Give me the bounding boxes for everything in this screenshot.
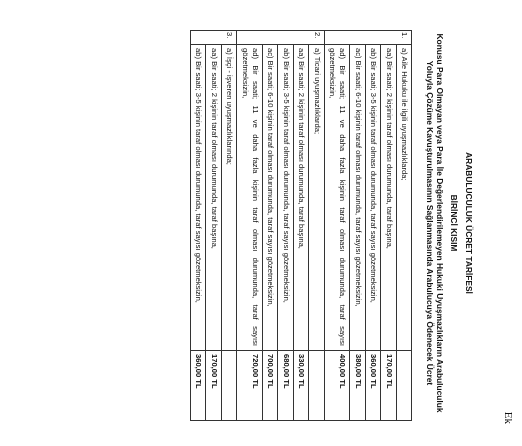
group-number: 2.	[237, 31, 324, 45]
fee-row	[365, 31, 380, 421]
empty-fee-cell	[309, 351, 324, 421]
fee-description: aa) Bir saati; 2 kişinin taraf olması durumunda, taraf başına,	[293, 45, 308, 351]
fee-row	[262, 31, 277, 421]
fee-row	[190, 31, 205, 421]
fee-amount: 700,00 TL	[262, 351, 277, 421]
section-subtitle: Konusu Para Olmayan veya Para İle Değerlendirilemeyen Hukuki Uyuşmazlıkların Arabuluculuk Yoluyla Çözüme Kavuşturulmasının Sağlanmasında Arabulucuya Ödenecek Ücret	[425, 33, 445, 413]
fee-row	[350, 31, 365, 421]
fee-table-body	[190, 31, 411, 421]
fee-amount: 330,00 TL	[293, 351, 308, 421]
fee-row	[278, 31, 293, 421]
group-number: 1.	[324, 31, 411, 45]
category-heading: a) Aile Hukuku ile ilgili uyuşmazlıklarda;	[396, 45, 411, 351]
category-heading: a) Ticari uyuşmazlıklarda;	[309, 45, 324, 351]
fee-table	[190, 30, 412, 421]
fee-row	[293, 31, 308, 421]
fee-description: ad) Bir saati; 11 ve daha fazla kişinin taraf olması durumunda, taraf sayısı gözetmeksizin,	[324, 45, 350, 351]
fee-amount: 720,00 TL	[237, 351, 263, 421]
fee-amount: 360,00 TL	[365, 351, 380, 421]
group-number: 3.	[190, 31, 236, 45]
category-row	[396, 31, 411, 421]
fee-description: ab) Bir saati; 3-5 kişinin taraf olması durumunda, taraf sayısı gözetmeksizin,	[190, 45, 205, 351]
category-row	[309, 31, 324, 421]
empty-fee-cell	[221, 351, 236, 421]
fee-description: aa) Bir saati; 2 kişinin taraf olması durumunda, taraf başına,	[206, 45, 221, 351]
fee-amount: 400,00 TL	[324, 351, 350, 421]
fee-amount: 170,00 TL	[206, 351, 221, 421]
fee-amount: 380,00 TL	[350, 351, 365, 421]
fee-amount: 680,00 TL	[278, 351, 293, 421]
tariff-title: ARABULUCULUK ÜCRET TARİFESİ	[464, 152, 474, 294]
fee-amount: 360,00 TL	[190, 351, 205, 421]
category-heading: a) İşçi - işveren uyuşmazlıklarında;	[221, 45, 236, 351]
fee-amount: 170,00 TL	[381, 351, 396, 421]
fee-description: aa) Bir saati; 2 kişinin taraf olması durumunda, taraf başına,	[381, 45, 396, 351]
page-mark: Ek	[502, 411, 514, 424]
category-row	[221, 31, 236, 421]
fee-row	[324, 31, 350, 421]
fee-row	[206, 31, 221, 421]
fee-row	[381, 31, 396, 421]
fee-row	[237, 31, 263, 421]
fee-description: ad) Bir saati; 11 ve daha fazla kişinin taraf olması durumunda, taraf sayısı gözetmeksizin,	[237, 45, 263, 351]
fee-description: ac) Bir saati; 6-10 kişinin taraf olması durumunda, taraf sayısı gözetmeksizin,	[350, 45, 365, 351]
empty-fee-cell	[396, 351, 411, 421]
fee-description: ab) Bir saati; 3-5 kişinin taraf olması durumunda, taraf sayısı gözetmeksizin,	[365, 45, 380, 351]
fee-description: ac) Bir saati; 6-10 kişinin taraf olması durumunda, taraf sayısı gözetmeksizin,	[262, 45, 277, 351]
fee-description: ab) Bir saati; 3-5 kişinin taraf olması durumunda, taraf sayısı gözetmeksizin,	[278, 45, 293, 351]
section-title: BİRİNCİ KISIM	[449, 194, 459, 252]
